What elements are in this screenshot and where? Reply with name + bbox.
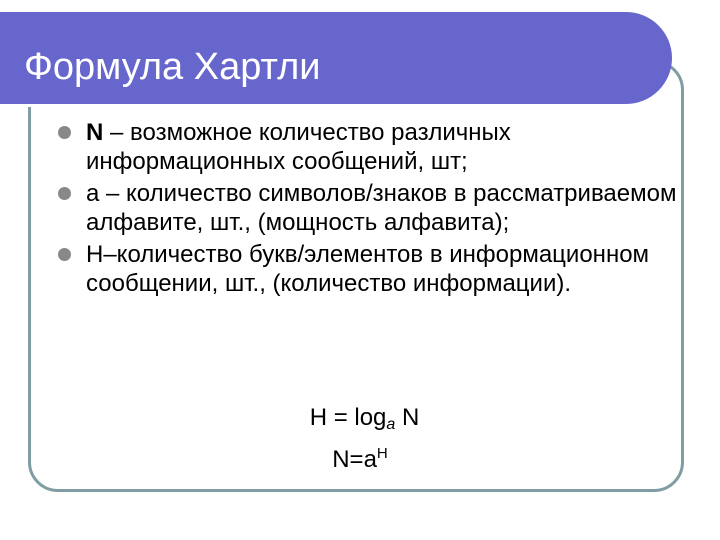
- bullet-text: H–количество букв/элементов в информационном сообщении, шт., (количество информации).: [86, 241, 650, 297]
- bullet-item: [58, 240, 678, 298]
- formula-hartley-log: [0, 404, 720, 439]
- bullet-dot-icon: [58, 187, 71, 200]
- bullet-dot-icon: [58, 126, 71, 139]
- title-underline: [0, 104, 636, 107]
- formula-log-base: a: [386, 416, 396, 433]
- formula-base: N=a: [332, 446, 377, 473]
- bullet-text: – возможное количество различных информационных сообщений, шт;: [86, 119, 511, 175]
- formula-rhs: N: [395, 404, 420, 431]
- formula-hartley-power: [0, 440, 720, 474]
- bullet-term: N: [86, 119, 104, 146]
- bullet-text: a – количество символов/знаков в рассматриваемом алфавите, шт., (мощность алфавита);: [86, 180, 677, 236]
- slide-title: Формула Хартли: [24, 46, 321, 88]
- title-bar: [0, 12, 672, 104]
- formula-exponent: H: [376, 445, 388, 462]
- bullet-dot-icon: [58, 248, 71, 261]
- bullet-list: [58, 118, 678, 301]
- bullet-item: [58, 179, 678, 237]
- formula-lhs: H = log: [309, 404, 387, 431]
- bullet-item: [58, 118, 678, 176]
